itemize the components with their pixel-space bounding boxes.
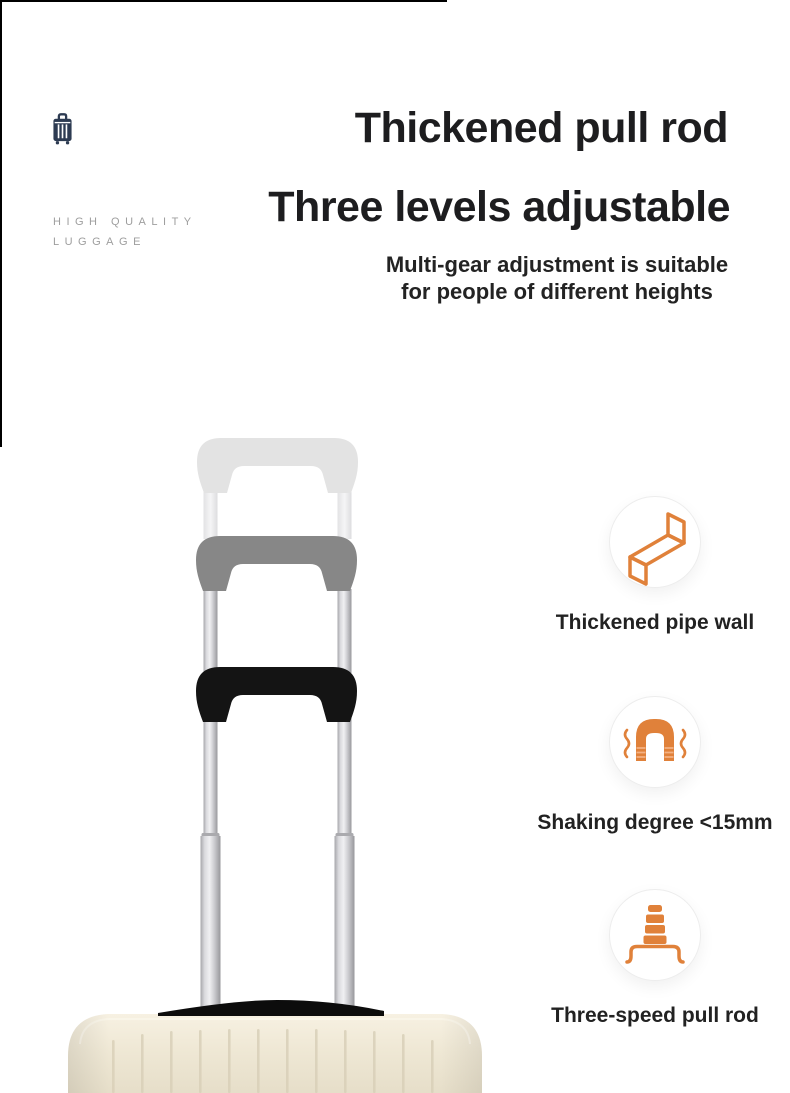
page-subtitle-heading: Three levels adjustable [268, 183, 730, 231]
description-line1: Multi-gear adjustment is suitable [385, 252, 729, 277]
handle-level-2-gray [196, 536, 357, 591]
feature-circle [609, 889, 701, 981]
page-title: Thickened pull rod [354, 104, 728, 152]
description-text [357, 252, 757, 305]
tagline-line2: LUGGAGE [53, 236, 146, 248]
feature-label: Thickened pipe wall [555, 611, 755, 634]
mid-pole-segments [204, 589, 352, 673]
ghost-pole-segments [204, 489, 352, 539]
suitcase-icon [52, 112, 73, 146]
shake-icon [610, 697, 700, 787]
handle-level-1-black [196, 667, 357, 722]
lower-pole-segments [201, 718, 355, 1012]
tagline-line1: HIGH QUALITY [53, 216, 197, 228]
left-border-line [0, 0, 2, 447]
feature-circle [609, 696, 701, 788]
luggage-top [68, 1014, 482, 1093]
pull-rod-icon [610, 890, 700, 980]
description-line2: for people of different heights [401, 278, 713, 304]
feature-item-shaking-degree [513, 696, 790, 835]
feature-label: Shaking degree <15mm [537, 811, 773, 834]
pipe-wall-icon [610, 497, 700, 587]
feature-item-three-speed [513, 889, 790, 1028]
brand-tagline [53, 212, 197, 252]
pull-rod-illustration [0, 430, 500, 1093]
top-border-line [0, 0, 447, 2]
feature-item-pipe-wall [513, 496, 790, 635]
handle-level-3-ghost [197, 438, 358, 493]
feature-circle [609, 496, 701, 588]
feature-label: Three-speed pull rod [551, 1004, 759, 1027]
